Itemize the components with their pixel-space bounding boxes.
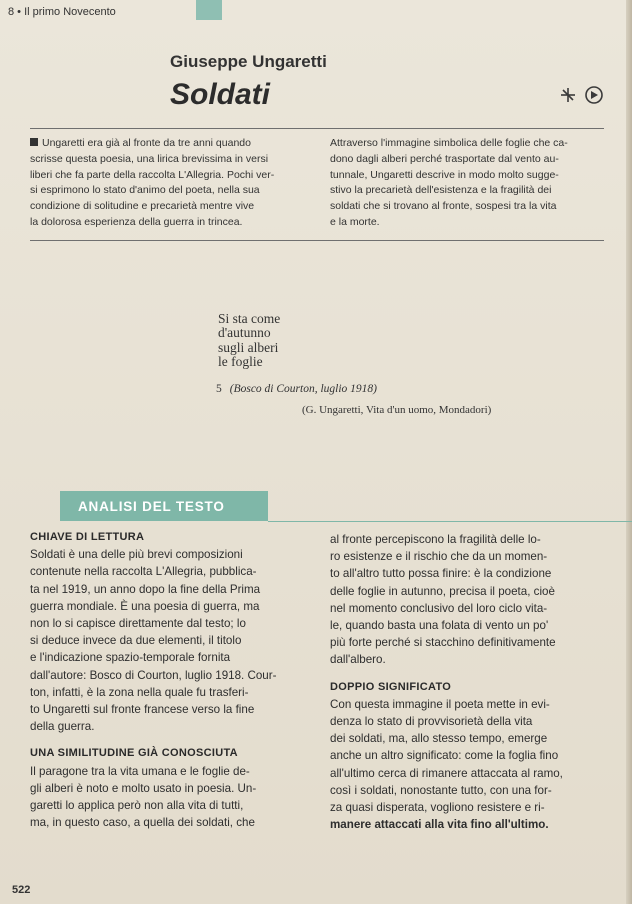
intro-line: e la morte.: [330, 215, 380, 228]
text-line: gli alberi è noto e molto usato in poesia. Un-: [30, 781, 257, 795]
text-line: della guerra.: [30, 720, 95, 734]
analisi-rule: [268, 521, 632, 522]
heading-doppio-significato: DOPPIO SIGNIFICATO: [330, 680, 452, 693]
intro-line: la dolorosa esperienza della guerra in trincea.: [30, 215, 243, 228]
intro-line: scrisse questa poesia, una lirica brevissima in versi: [30, 152, 269, 165]
text-line: Con questa immagine il poeta mette in evi-: [330, 697, 550, 711]
poem-line: sugli alberi: [218, 339, 279, 355]
poem-line: Si sta come: [218, 311, 281, 326]
section-tab: [196, 0, 222, 20]
intro-line: dono dagli alberi perché trasportate dal vento au-: [330, 152, 559, 165]
analysis-right-column: [330, 531, 626, 833]
text-line: ro esistenze e il rischio che da un momen-: [330, 550, 548, 564]
source-text: (Bosco di Courton, luglio 1918): [229, 383, 378, 395]
text-line: denza lo stato di provvisorietà della vita: [330, 715, 533, 729]
intro-line: soldati che si trovano al fronte, sospesi tra la vita: [330, 200, 557, 213]
intro-top-rule: [30, 128, 604, 129]
page-gutter: [626, 0, 632, 904]
poem-line: le foglie: [218, 354, 263, 370]
text-line: to all'altro tutto possa finire: è la condizione: [330, 567, 552, 581]
text-line: ma, in questo caso, a quella dei soldati, che: [30, 816, 255, 830]
text-line: dall'autore: Bosco di Courton, luglio 1918. Cour-: [30, 668, 277, 682]
section-header: 8 • Il primo Novecento: [8, 6, 116, 18]
bullet-square-icon: [30, 138, 38, 146]
author-name: Giuseppe Ungaretti: [170, 52, 327, 71]
analisi-heading: ANALISI DEL TESTO: [78, 499, 225, 514]
text-line: non lo si capisce direttamente dal testo; lo: [30, 617, 246, 631]
intro-line: tunnale, Ungaretti descrive in modo molto sugge-: [330, 168, 559, 181]
poem-text: [218, 312, 280, 370]
poem-source: [216, 383, 377, 395]
text-line: to Ungaretti sul fronte francese verso la fine: [30, 703, 255, 717]
text-line: ton, infatti, è la zona nella quale fu trasferi-: [30, 685, 249, 699]
text-line: anche un altro significato: come la foglia fino: [330, 749, 559, 763]
text-line: za quasi disperata, vogliono resistere e ri-: [330, 801, 545, 815]
text-line: all'ultimo cerca di rimanere attaccata al ramo,: [330, 766, 563, 780]
poem-title: Soldati: [170, 78, 271, 111]
text-line: garetti lo applica però non alla vita di tutti,: [30, 799, 244, 813]
text-line: guerra mondiale. È una poesia di guerra, ma: [30, 599, 260, 613]
text-line: così i soldati, nonostante tutto, con una for-: [330, 783, 552, 797]
intro-right: [330, 136, 626, 231]
text-line: nel momento conclusivo del loro ciclo vita-: [330, 601, 548, 615]
intro-line: si esprimono lo stato d'animo del poeta, nella sua: [30, 184, 260, 197]
text-line: Soldati è una delle più brevi composizioni: [30, 548, 243, 562]
audio-resource-icon: [560, 84, 606, 106]
text-line: le, quando basta una folata di vento un po': [330, 619, 549, 633]
poem-credit: (G. Ungaretti, Vita d'un uomo, Mondadori): [302, 404, 492, 416]
line-number: 5: [216, 383, 222, 395]
intro-bottom-rule: [30, 240, 604, 241]
intro-line: Attraverso l'immagine simbolica delle foglie che ca-: [330, 137, 568, 149]
text-line: e l'indicazione spazio-temporale fornita: [30, 651, 231, 665]
intro-line: stivo la precarietà dell'esistenza e la fragilità dei: [330, 184, 552, 197]
text-line: al fronte percepiscono la fragilità delle lo-: [330, 533, 541, 546]
intro-line: liberi che fa parte della raccolta L'Allegria. Pochi ver-: [30, 168, 275, 181]
page-number: 522: [12, 884, 31, 896]
text-line: delle foglie in autunno, precisa il poeta, cioè: [330, 584, 555, 598]
analysis-left-column: [30, 529, 322, 831]
heading-similitudine: UNA SIMILITUDINE GIÀ CONOSCIUTA: [30, 747, 238, 760]
text-line: dei soldati, ma, allo stesso tempo, emerge: [330, 732, 548, 746]
text-line: si deduce invece da due elementi, il titolo: [30, 634, 242, 648]
poem-line: d'autunno: [218, 325, 271, 341]
text-line: Il paragone tra la vita umana e le foglie de-: [30, 764, 250, 778]
intro-line: Ungaretti era già al fronte da tre anni quando: [30, 136, 322, 152]
intro-left: [30, 136, 322, 231]
heading-chiave-di-lettura: CHIAVE DI LETTURA: [30, 531, 145, 543]
text-line: più forte perché si stacchino definitivamente: [330, 636, 556, 650]
text-line: ta nel 1919, un anno dopo la fine della Prima: [30, 582, 261, 596]
text-line: manere attaccati alla vita fino all'ultimo.: [330, 818, 549, 832]
intro-line: condizione di solitudine e precarietà mentre vive: [30, 200, 255, 213]
text-line: contenute nella raccolta L'Allegria, pubblica-: [30, 565, 257, 579]
text-line: dall'albero.: [330, 653, 386, 667]
